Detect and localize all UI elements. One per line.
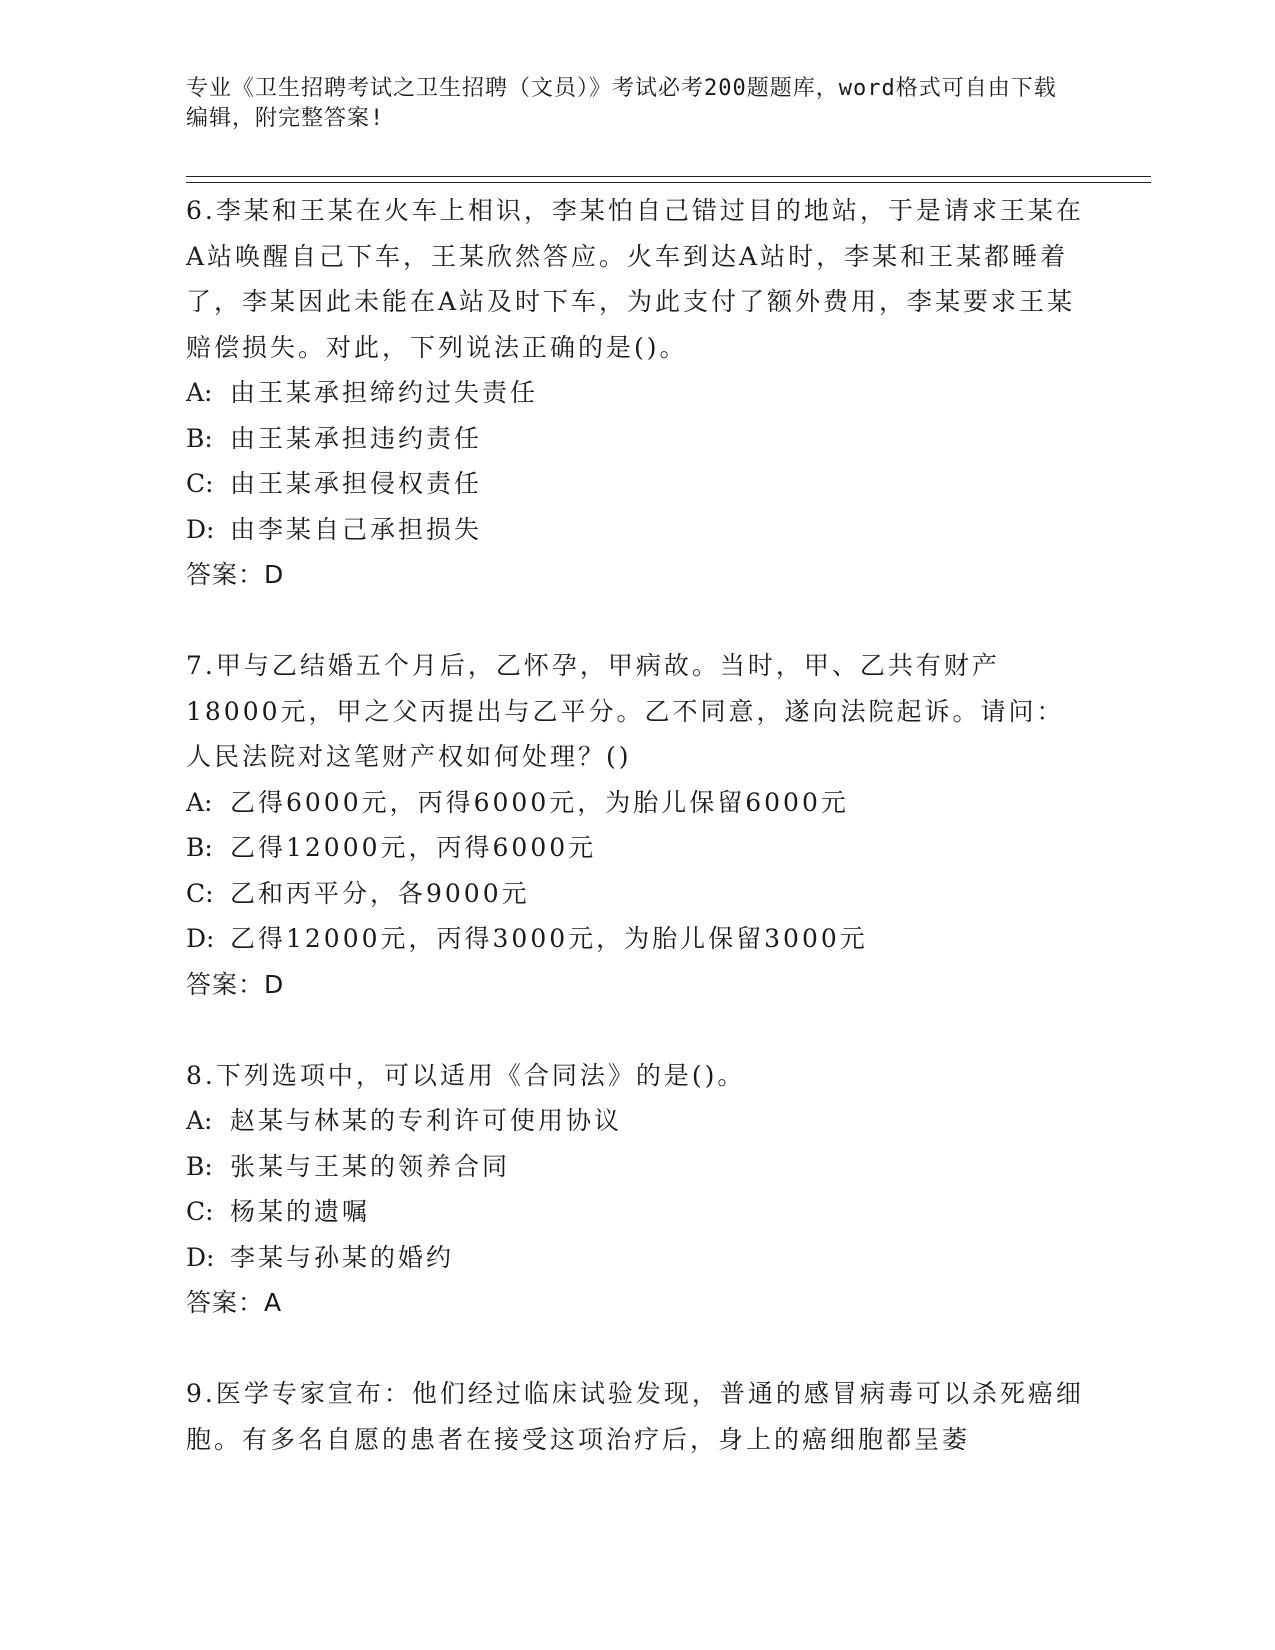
option-text: 乙得6000元，丙得6000元，为胎儿保留6000元 (230, 787, 849, 817)
option-b (186, 825, 1086, 871)
option-c (186, 461, 1086, 507)
option-key: A: (186, 378, 213, 407)
option-b (186, 416, 1086, 462)
option-text: 乙得12000元，丙得6000元 (230, 833, 597, 862)
option-text: 杨某的遗嘱 (230, 1197, 371, 1226)
option-c (186, 1189, 1086, 1235)
option-key: B: (186, 1151, 213, 1181)
option-key: A: (186, 1106, 213, 1135)
answer-line: 答案：A (186, 1288, 283, 1317)
option-key: D: (186, 924, 215, 953)
option-text: 由王某承担侵权责任 (230, 469, 483, 498)
option-a (186, 370, 1086, 416)
option-text: 乙和丙平分，各9000元 (230, 878, 530, 908)
question-7 (186, 643, 1086, 1007)
header-divider-bottom (186, 182, 1151, 183)
option-key: D: (186, 514, 215, 544)
question-list (186, 188, 1086, 1508)
option-key: C: (186, 469, 214, 498)
option-d (186, 1235, 1086, 1281)
option-key: D: (186, 1242, 215, 1272)
option-key: B: (186, 423, 213, 453)
option-c (186, 871, 1086, 917)
question-stem: 9.医学专家宣布：他们经过临床试验发现，普通的感冒病毒可以杀死癌细胞。有多名自愿的患者在接受这项治疗后，身上的癌细胞都呈萎 (186, 1379, 1084, 1454)
header-divider-top (186, 176, 1151, 177)
option-key: A: (186, 787, 213, 817)
question-8 (186, 1053, 1086, 1326)
option-text: 由李某自己承担损失 (230, 514, 483, 544)
question-stem: 7.甲与乙结婚五个月后，乙怀孕，甲病故。当时，甲、乙共有财产18000元，甲之父丙提出与乙平分。乙不同意，遂向法院起诉。请问：人民法院对这笔财产权如何处理？() (186, 651, 1065, 771)
answer-line: 答案：D (186, 969, 285, 999)
option-text: 李某与孙某的婚约 (230, 1242, 455, 1272)
option-text: 由王某承担违约责任 (230, 423, 483, 453)
question-6 (186, 188, 1086, 598)
document-header (186, 74, 1066, 134)
option-a (186, 780, 1086, 826)
option-text: 乙得12000元，丙得3000元，为胎儿保留3000元 (230, 924, 868, 953)
answer-line: 答案：D (186, 560, 285, 589)
option-b (186, 1144, 1086, 1190)
option-text: 张某与王某的领养合同 (230, 1151, 511, 1181)
question-9 (186, 1371, 1086, 1462)
question-stem: 6.李某和王某在火车上相识，李某怕自己错过目的地站，于是请求王某在A站唤醒自己下车，王某欣然答应。火车到达A站时，李某和王某都睡着了，李某因此未能在A站及时下车，为此支付了额外费用，李某要求王某赔偿损失。对此，下列说法正确的是()。 (186, 196, 1084, 362)
question-stem: 8.下列选项中，可以适用《合同法》的是()。 (186, 1060, 746, 1090)
option-key: C: (186, 1197, 214, 1226)
option-key: B: (186, 833, 213, 862)
option-key: C: (186, 878, 214, 908)
option-a (186, 1098, 1086, 1144)
option-text: 由王某承担缔约过失责任 (230, 378, 539, 407)
option-d (186, 916, 1086, 962)
option-text: 赵某与林某的专利许可使用协议 (230, 1106, 623, 1135)
option-d (186, 507, 1086, 553)
header-title: 专业《卫生招聘考试之卫生招聘（文员）》考试必考200题题库，word格式可自由下载编辑，附完整答案! (186, 76, 1057, 131)
